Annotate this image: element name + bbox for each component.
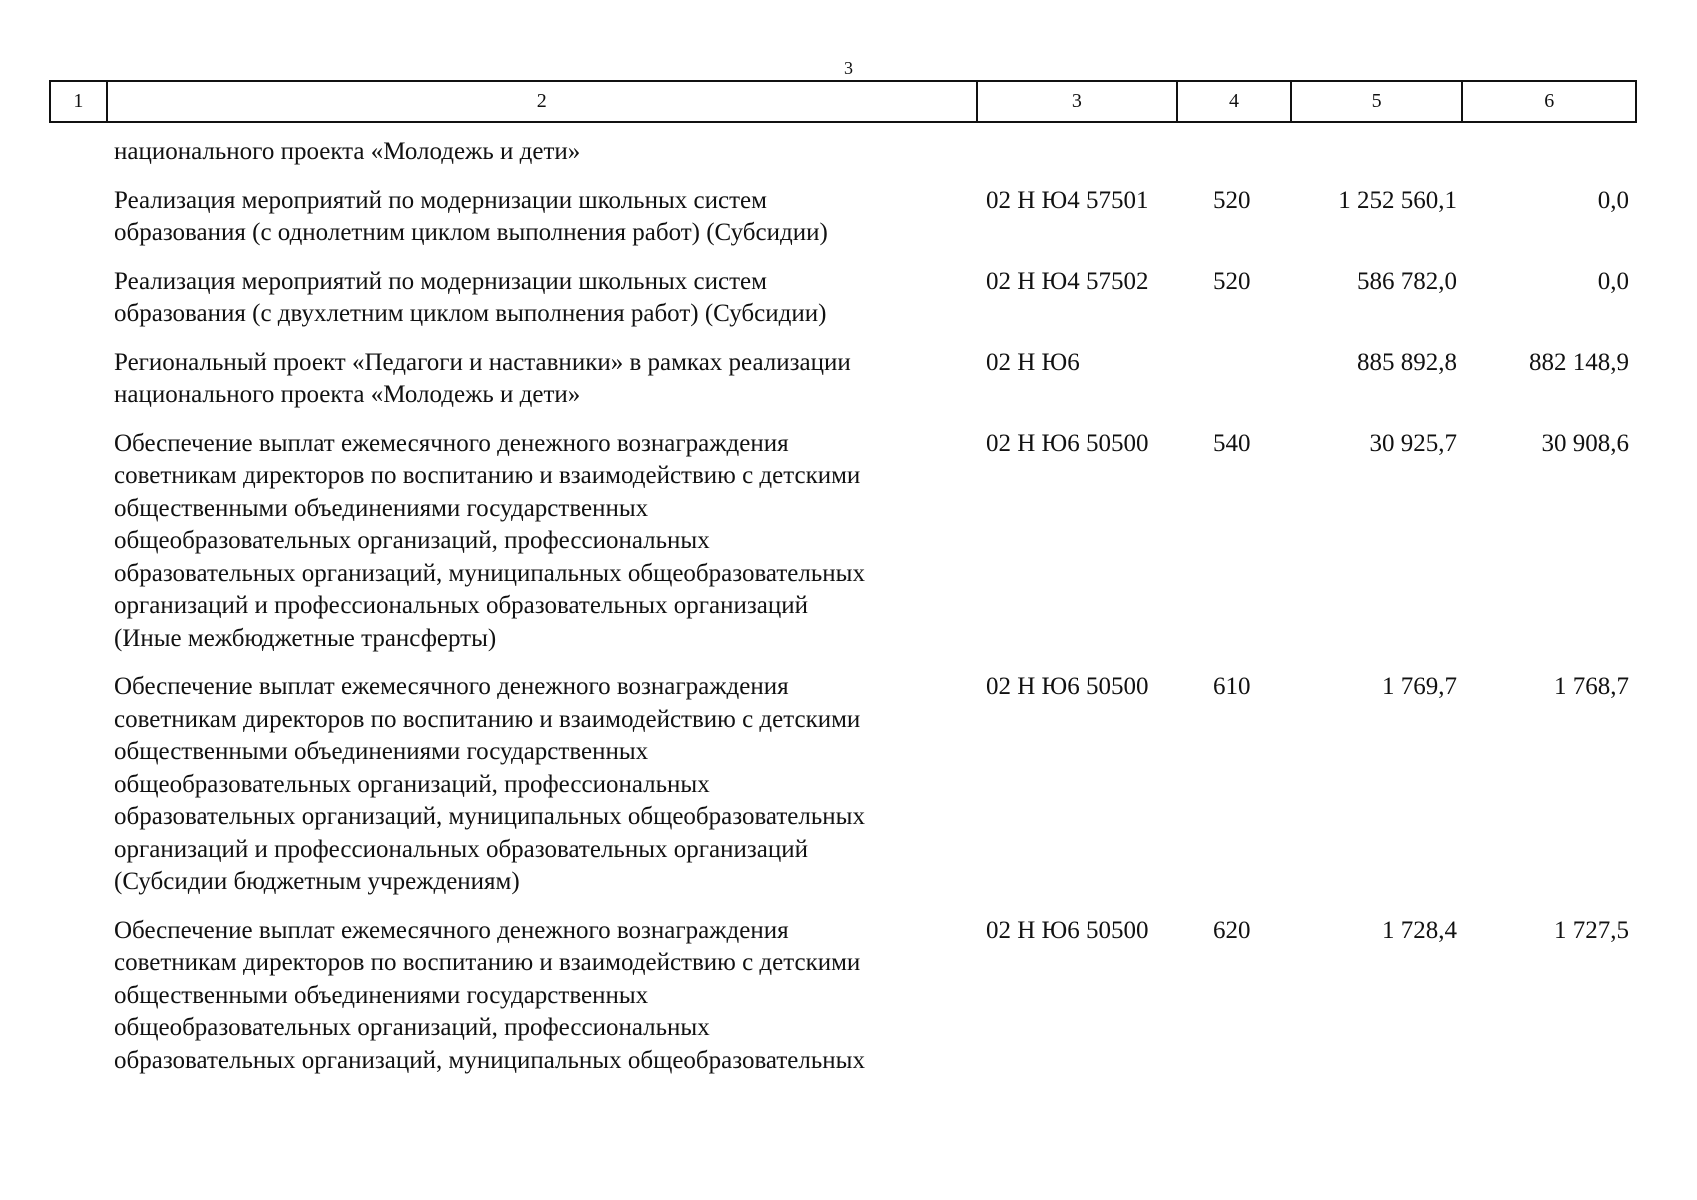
- table-row: [49, 915, 1637, 1078]
- row-expense-type: 520: [1213, 186, 1251, 214]
- row-expense-type: 520: [1213, 267, 1251, 295]
- description-line: образовательных организаций, муниципальных общеобразовательных: [114, 1046, 865, 1074]
- description-line: Реализация мероприятий по модернизации школьных систем: [114, 267, 767, 295]
- row-sum-col5: [1293, 136, 1465, 169]
- row-description: [106, 915, 978, 1078]
- header-col-2: 2: [108, 82, 978, 121]
- row-sum-col5: 586 782,0: [1357, 267, 1457, 295]
- description-line: советникам директоров по воспитанию и взаимодействию с детскими: [114, 949, 861, 976]
- row-number-cell: [49, 185, 106, 250]
- row-code: 02 Н Ю6: [986, 348, 1080, 376]
- header-col-4: 4: [1178, 82, 1292, 121]
- description-line: организаций и профессиональных образовательных организаций: [114, 592, 808, 619]
- row-expense-type: [1179, 136, 1293, 169]
- description-line: образования (с однолетним циклом выполнения работ) (Субсидии): [114, 219, 828, 246]
- table-row: [49, 347, 1637, 412]
- description-line: общеобразовательных организаций, профессиональных: [114, 1014, 710, 1041]
- description-line: образования (с двухлетним циклом выполнения работ) (Субсидии): [114, 300, 827, 327]
- table-row: [49, 136, 1637, 169]
- row-number-cell: [49, 671, 106, 899]
- row-description: [106, 428, 978, 656]
- row-expense-type: [1179, 347, 1293, 412]
- header-col-6: 6: [1544, 90, 1555, 112]
- row-description: [106, 266, 978, 331]
- description-line: советникам директоров по воспитанию и взаимодействию с детскими: [114, 705, 861, 733]
- description-line: национального проекта «Молодежь и дети»: [114, 381, 581, 408]
- table-row: [49, 185, 1637, 250]
- row-sum-col6: 30 908,6: [1541, 429, 1629, 457]
- row-description: [106, 347, 978, 412]
- row-expense-type: 540: [1213, 429, 1251, 457]
- row-sum-col5: 1 728,4: [1382, 916, 1457, 944]
- row-sum-col6: [1465, 136, 1637, 169]
- page-number: 3: [844, 58, 853, 78]
- description-line: общественными объединениями государственных: [114, 494, 649, 522]
- table-body: [49, 136, 1637, 1093]
- row-code: 02 Н Ю6 50500: [986, 673, 1149, 700]
- row-description: [106, 185, 978, 250]
- table-header: [49, 80, 1637, 123]
- row-sum-col5: 1 252 560,1: [1338, 186, 1457, 214]
- row-code: 02 Н Ю6 50500: [986, 429, 1149, 457]
- row-sum-col5: 885 892,8: [1357, 348, 1457, 376]
- table-row: [49, 266, 1637, 331]
- description-line: Обеспечение выплат ежемесячного денежного вознаграждения: [114, 916, 789, 944]
- description-line: (Субсидии бюджетным учреждениям): [114, 868, 520, 895]
- row-sum-col6: 0,0: [1597, 186, 1629, 214]
- row-sum-col6: 1 727,5: [1554, 916, 1629, 944]
- description-line: общеобразовательных организаций, профессиональных: [114, 770, 710, 798]
- row-code: 02 Н Ю4 57501: [986, 186, 1149, 214]
- row-number-cell: [49, 915, 106, 1078]
- row-code: 02 Н Ю4 57502: [986, 267, 1149, 295]
- row-number-cell: [49, 347, 106, 412]
- row-code: 02 Н Ю6 50500: [986, 916, 1149, 944]
- description-line: организаций и профессиональных образовательных организаций: [114, 835, 808, 863]
- header-col-1: 1: [51, 82, 108, 121]
- row-sum-col6: 882 148,9: [1529, 348, 1629, 376]
- row-description: [106, 136, 978, 169]
- row-code: [978, 136, 1179, 169]
- row-sum-col6: 0,0: [1597, 267, 1629, 295]
- row-number-cell: [49, 428, 106, 656]
- description-line: общественными объединениями государственных: [114, 981, 649, 1009]
- table-row: [49, 671, 1637, 899]
- description-line: национального проекта «Молодежь и дети»: [114, 138, 581, 165]
- description-line: Реализация мероприятий по модернизации школьных систем: [114, 186, 767, 214]
- description-line: образовательных организаций, муниципальных общеобразовательных: [114, 803, 865, 830]
- description-line: образовательных организаций, муниципальных общеобразовательных: [114, 559, 865, 587]
- row-sum-col5: 30 925,7: [1369, 429, 1457, 457]
- row-number-cell: [49, 136, 106, 169]
- row-description: [106, 671, 978, 899]
- row-expense-type: 610: [1213, 673, 1251, 700]
- description-line: общественными объединениями государственных: [114, 738, 649, 765]
- description-line: Обеспечение выплат ежемесячного денежного вознаграждения: [114, 429, 789, 457]
- row-sum-col5: 1 769,7: [1382, 673, 1457, 700]
- row-number-cell: [49, 266, 106, 331]
- header-col-5: 5: [1292, 82, 1464, 121]
- description-line: советникам директоров по воспитанию и взаимодействию с детскими: [114, 462, 861, 489]
- row-sum-col6: 1 768,7: [1554, 673, 1629, 700]
- description-line: Региональный проект «Педагоги и наставники» в рамках реализации: [114, 348, 851, 376]
- description-line: (Иные межбюджетные трансферты): [114, 624, 497, 652]
- description-line: Обеспечение выплат ежемесячного денежного вознаграждения: [114, 673, 789, 700]
- row-expense-type: 620: [1213, 916, 1251, 944]
- header-col-3: 3: [978, 82, 1179, 121]
- description-line: общеобразовательных организаций, профессиональных: [114, 527, 710, 554]
- table-row: [49, 428, 1637, 656]
